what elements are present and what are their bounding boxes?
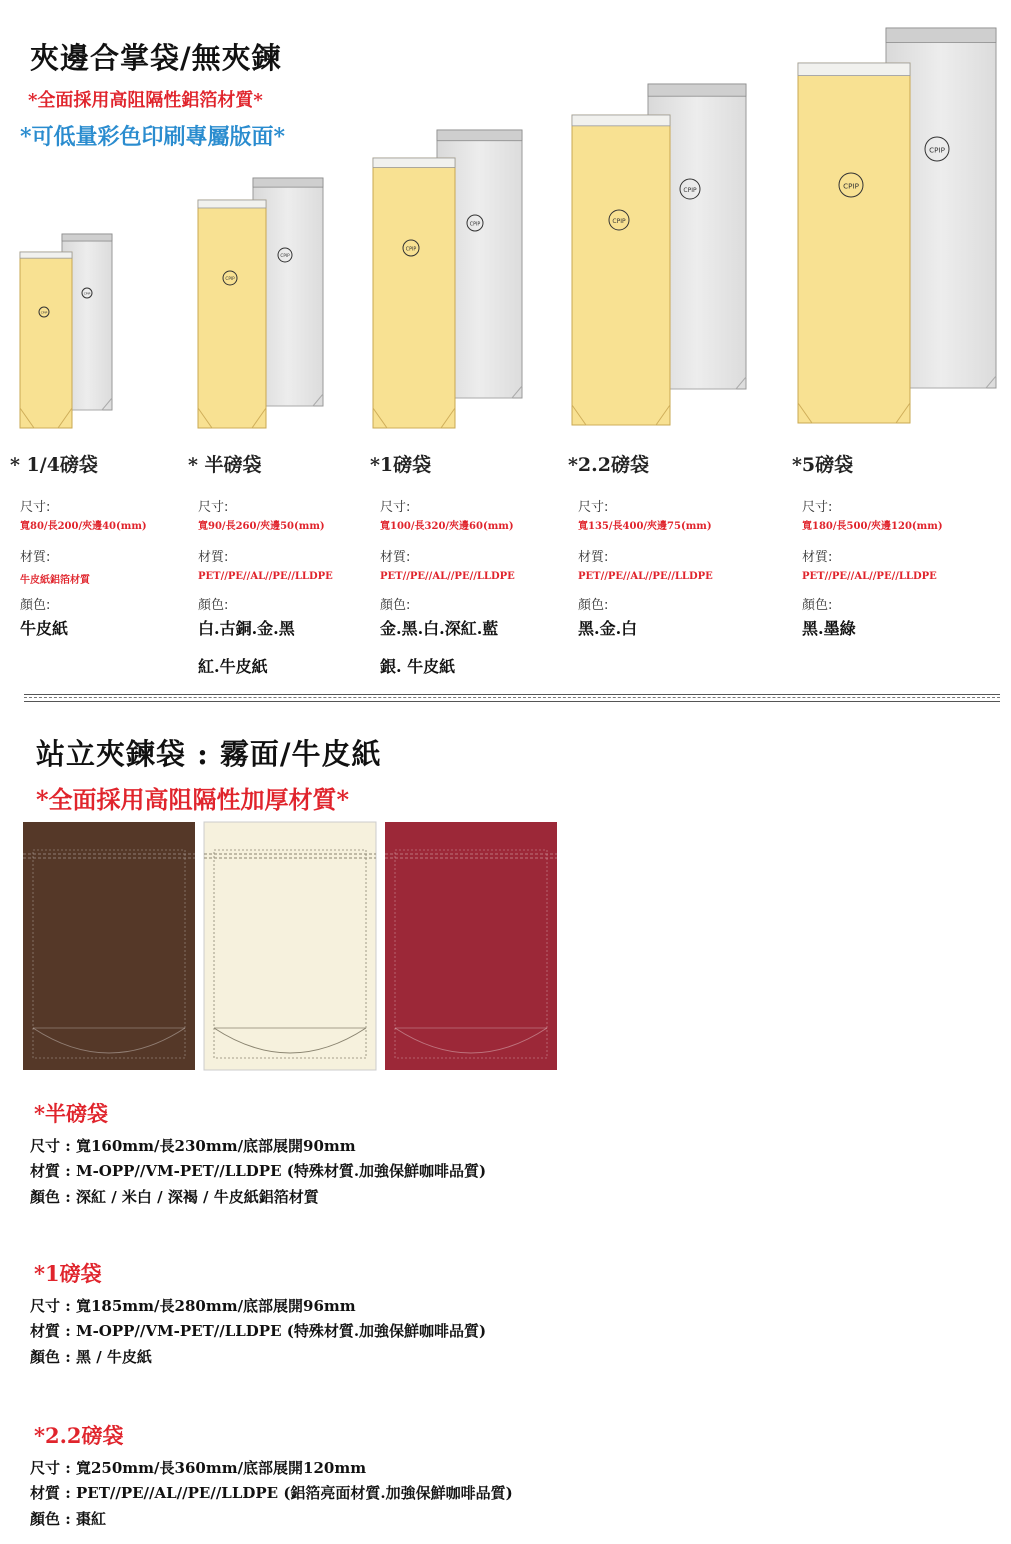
kraft-bag-seal — [798, 63, 910, 76]
material-label: 材質: — [20, 550, 51, 565]
kraft-bag — [20, 252, 72, 428]
size-label: 尺寸: — [20, 500, 51, 515]
material-label: 材質: — [578, 550, 609, 565]
pouch-2 — [204, 822, 376, 1070]
pouch-color: 顏色 : 黑 / 牛皮紙 — [30, 1348, 152, 1366]
pouch-body — [385, 822, 557, 1070]
pouch-color: 顏色 : 棗紅 — [30, 1510, 106, 1528]
pouch-body — [23, 822, 195, 1070]
silver-bag-seal — [437, 130, 522, 141]
section1-title: 夾邊合掌袋/無夾鍊 — [30, 41, 282, 75]
size-value: 寬180/長500/夾邊120(mm) — [802, 521, 943, 532]
bag-pair-5 — [798, 28, 996, 423]
size-value: 寬100/長320/夾邊60(mm) — [380, 521, 514, 532]
pouch-size: 尺寸 : 寬185mm/長280mm/底部展開96mm — [30, 1297, 356, 1315]
stand-up-pouches-illustration — [20, 820, 560, 1072]
bag-logo-text: CPIP — [612, 218, 626, 225]
size-value: 寬135/長400/夾邊75(mm) — [578, 521, 712, 532]
silver-bag-seal — [253, 178, 323, 187]
pouch-size: 尺寸 : 寬160mm/長230mm/底部展開90mm — [30, 1137, 356, 1155]
kraft-bag — [373, 158, 455, 428]
size-label: 尺寸: — [802, 500, 833, 515]
color-value: 白.古銅.金.黑 — [198, 619, 295, 638]
material-label: 材質: — [380, 550, 411, 565]
color-label: 顏色: — [380, 598, 411, 613]
pouch-material: 材質 : M-OPP//VM-PET//LLDPE (特殊材質.加強保鮮咖啡品質) — [30, 1322, 487, 1340]
size-label: 尺寸: — [578, 500, 609, 515]
section1-subtitle-red: *全面採用高阻隔性鋁箔材質* — [28, 90, 263, 111]
bag-pair-4 — [572, 84, 746, 425]
color-value: 紅.牛皮紙 — [198, 657, 268, 676]
color-value: 黑.金.白 — [578, 619, 638, 638]
section2-subtitle-red: *全面採用高阻隔性加厚材質* — [36, 785, 350, 814]
color-label: 顏色: — [578, 598, 609, 613]
product-name: * 半磅袋 — [188, 454, 262, 476]
kraft-bag — [572, 115, 670, 425]
color-value: 金.黑.白.深紅.藍 — [380, 619, 499, 638]
bag-logo-text: CPIP — [83, 291, 91, 296]
bag-logo-text: CPIP — [225, 276, 235, 282]
section2-title: 站立夾鍊袋 : 霧面/牛皮紙 — [36, 737, 382, 771]
color-label: 顏色: — [20, 598, 51, 613]
color-label: 顏色: — [198, 598, 229, 613]
bag-pair-1 — [20, 234, 112, 428]
pouch-material: 材質 : PET//PE//AL//PE//LLDPE (鋁箔亮面材質.加強保鮮咖啡品質) — [30, 1484, 513, 1502]
kraft-bag-seal — [373, 158, 455, 167]
product-name: * 1/4磅袋 — [10, 454, 98, 476]
side-gusset-bags-illustration — [0, 0, 1011, 440]
pouch-product-name: *半磅袋 — [34, 1101, 108, 1126]
pouch-body — [204, 822, 376, 1070]
silver-bag-seal — [648, 84, 746, 96]
color-value: 銀. 牛皮紙 — [380, 657, 456, 676]
bag-logo-text: CPIP — [683, 187, 697, 194]
bag-logo-text: CPIP — [843, 181, 859, 191]
pouch-1 — [23, 822, 195, 1070]
material-value: PET//PE//AL//PE//LLDPE — [802, 571, 937, 582]
size-label: 尺寸: — [380, 500, 411, 515]
product-name: *1磅袋 — [370, 454, 432, 476]
material-value: PET//PE//AL//PE//LLDPE — [198, 571, 333, 582]
silver-bag-seal — [886, 28, 996, 42]
kraft-bag — [198, 200, 266, 428]
pouch-material: 材質 : M-OPP//VM-PET//LLDPE (特殊材質.加強保鮮咖啡品質) — [30, 1162, 487, 1180]
pouch-color: 顏色 : 深紅 / 米白 / 深褐 / 牛皮紙鋁箔材質 — [30, 1188, 319, 1206]
bag-logo-text: CPIP — [405, 247, 417, 253]
kraft-bag — [798, 63, 910, 423]
kraft-bag-seal — [572, 115, 670, 126]
bag-logo-text: CPIP — [40, 310, 48, 315]
bag-logo-text: CPIP — [469, 222, 481, 228]
color-label: 顏色: — [802, 598, 833, 613]
bag-pair-3 — [373, 130, 522, 428]
pouch-size: 尺寸 : 寬250mm/長360mm/底部展開120mm — [30, 1459, 367, 1477]
material-value: PET//PE//AL//PE//LLDPE — [380, 571, 515, 582]
bag-logo-text: CPIP — [929, 145, 945, 155]
section1-subtitle-blue: *可低量彩色印刷專屬版面* — [20, 124, 286, 150]
material-label: 材質: — [802, 550, 833, 565]
bag-logo-text: CPIP — [280, 253, 290, 259]
product-name: *2.2磅袋 — [568, 454, 649, 476]
product-name: *5磅袋 — [792, 454, 854, 476]
material-value: 牛皮紙鋁箔材質 — [20, 575, 90, 586]
pouch-product-name: *2.2磅袋 — [34, 1423, 124, 1448]
kraft-bag-seal — [20, 252, 72, 258]
material-value: PET//PE//AL//PE//LLDPE — [578, 571, 713, 582]
pouch-product-name: *1磅袋 — [34, 1261, 102, 1286]
pouch-3 — [385, 822, 557, 1070]
size-value: 寬90/長260/夾邊50(mm) — [198, 521, 325, 532]
kraft-bag-seal — [198, 200, 266, 208]
color-value: 牛皮紙 — [20, 619, 69, 638]
size-value: 寬80/長200/夾邊40(mm) — [20, 521, 147, 532]
section-divider — [24, 694, 1000, 702]
color-value: 黑.墨綠 — [802, 619, 856, 638]
bag-pair-2 — [198, 178, 323, 428]
size-label: 尺寸: — [198, 500, 229, 515]
material-label: 材質: — [198, 550, 229, 565]
silver-bag-seal — [62, 234, 112, 241]
